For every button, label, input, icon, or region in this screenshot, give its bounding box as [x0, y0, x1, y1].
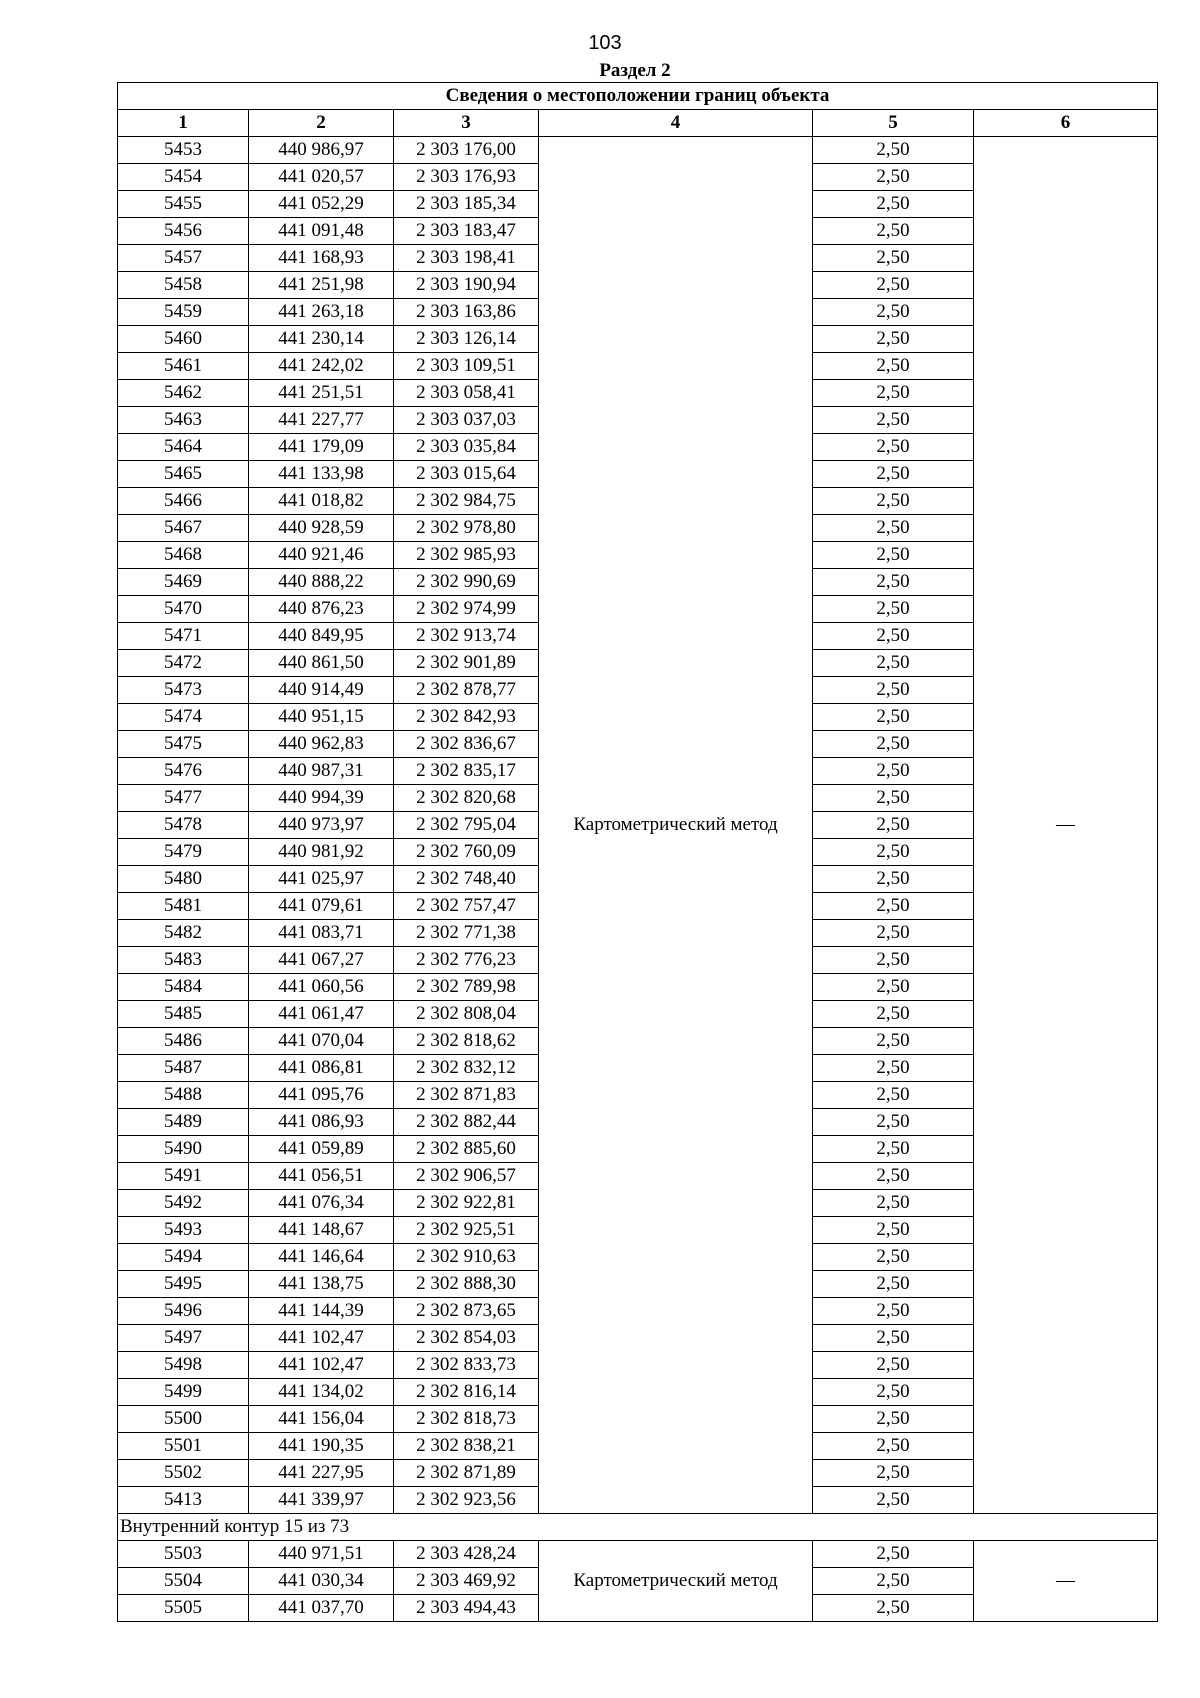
y-coordinate-cell: 2 302 913,74 [394, 623, 539, 650]
accuracy-cell: 2,50 [813, 1271, 974, 1298]
point-number-cell: 5467 [118, 515, 249, 542]
x-coordinate-cell: 441 133,98 [249, 461, 394, 488]
section-title: Раздел 2 [599, 60, 671, 81]
y-coordinate-cell: 2 302 882,44 [394, 1109, 539, 1136]
y-coordinate-cell: 2 302 757,47 [394, 893, 539, 920]
x-coordinate-cell: 441 156,04 [249, 1406, 394, 1433]
x-coordinate-cell: 441 079,61 [249, 893, 394, 920]
point-number-cell: 5471 [118, 623, 249, 650]
y-coordinate-cell: 2 303 198,41 [394, 245, 539, 272]
y-coordinate-cell: 2 302 854,03 [394, 1325, 539, 1352]
column-header-row [118, 110, 1158, 137]
page-number: 103 [588, 32, 622, 54]
accuracy-cell: 2,50 [813, 569, 974, 596]
y-coordinate-cell: 2 303 109,51 [394, 353, 539, 380]
point-number-cell: 5482 [118, 920, 249, 947]
x-coordinate-cell: 440 928,59 [249, 515, 394, 542]
x-coordinate-cell: 440 971,51 [249, 1541, 394, 1568]
accuracy-cell: 2,50 [813, 758, 974, 785]
y-coordinate-cell: 2 303 163,86 [394, 299, 539, 326]
accuracy-cell: 2,50 [813, 1406, 974, 1433]
point-number-cell: 5502 [118, 1460, 249, 1487]
point-number-cell: 5453 [118, 137, 249, 164]
accuracy-cell: 2,50 [813, 1460, 974, 1487]
accuracy-cell: 2,50 [813, 731, 974, 758]
x-coordinate-cell: 441 030,34 [249, 1568, 394, 1595]
point-number-cell: 5413 [118, 1487, 249, 1514]
accuracy-cell: 2,50 [813, 488, 974, 515]
block2-rows [118, 1541, 1158, 1622]
point-number-cell: 5483 [118, 947, 249, 974]
accuracy-cell: 2,50 [813, 704, 974, 731]
accuracy-cell: 2,50 [813, 461, 974, 488]
point-number-cell: 5461 [118, 353, 249, 380]
x-coordinate-cell: 440 962,83 [249, 731, 394, 758]
accuracy-cell: 2,50 [813, 650, 974, 677]
x-coordinate-cell: 440 987,31 [249, 758, 394, 785]
y-coordinate-cell: 2 302 922,81 [394, 1190, 539, 1217]
point-number-cell: 5474 [118, 704, 249, 731]
y-coordinate-cell: 2 302 818,62 [394, 1028, 539, 1055]
x-coordinate-cell: 441 168,93 [249, 245, 394, 272]
x-coordinate-cell: 441 061,47 [249, 1001, 394, 1028]
x-coordinate-cell: 441 067,27 [249, 947, 394, 974]
accuracy-cell: 2,50 [813, 1190, 974, 1217]
contour-row [118, 1514, 1158, 1541]
y-coordinate-cell: 2 302 871,83 [394, 1082, 539, 1109]
y-coordinate-cell: 2 302 833,73 [394, 1352, 539, 1379]
y-coordinate-cell: 2 302 771,38 [394, 920, 539, 947]
x-coordinate-cell: 440 876,23 [249, 596, 394, 623]
x-coordinate-cell: 441 102,47 [249, 1352, 394, 1379]
y-coordinate-cell: 2 302 835,17 [394, 758, 539, 785]
y-coordinate-cell: 2 302 871,89 [394, 1460, 539, 1487]
y-coordinate-cell: 2 302 885,60 [394, 1136, 539, 1163]
y-coordinate-cell: 2 303 058,41 [394, 380, 539, 407]
accuracy-cell: 2,50 [813, 1568, 974, 1595]
x-coordinate-cell: 441 070,04 [249, 1028, 394, 1055]
point-number-cell: 5495 [118, 1271, 249, 1298]
x-coordinate-cell: 441 095,76 [249, 1082, 394, 1109]
x-coordinate-cell: 440 914,49 [249, 677, 394, 704]
y-coordinate-cell: 2 302 776,23 [394, 947, 539, 974]
y-coordinate-cell: 2 302 760,09 [394, 839, 539, 866]
y-coordinate-cell: 2 302 808,04 [394, 1001, 539, 1028]
accuracy-cell: 2,50 [813, 1163, 974, 1190]
y-coordinate-cell: 2 302 838,21 [394, 1433, 539, 1460]
accuracy-cell: 2,50 [813, 1244, 974, 1271]
point-number-cell: 5465 [118, 461, 249, 488]
y-coordinate-cell: 2 303 126,14 [394, 326, 539, 353]
point-number-cell: 5493 [118, 1217, 249, 1244]
point-number-cell: 5485 [118, 1001, 249, 1028]
column6-cell: — [974, 1541, 1158, 1622]
accuracy-cell: 2,50 [813, 515, 974, 542]
point-number-cell: 5492 [118, 1190, 249, 1217]
accuracy-cell: 2,50 [813, 1433, 974, 1460]
point-number-cell: 5463 [118, 407, 249, 434]
accuracy-cell: 2,50 [813, 893, 974, 920]
accuracy-cell: 2,50 [813, 542, 974, 569]
accuracy-cell: 2,50 [813, 677, 974, 704]
y-coordinate-cell: 2 302 985,93 [394, 542, 539, 569]
column-header-2: 2 [249, 110, 394, 137]
accuracy-cell: 2,50 [813, 191, 974, 218]
accuracy-cell: 2,50 [813, 380, 974, 407]
accuracy-cell: 2,50 [813, 920, 974, 947]
accuracy-cell: 2,50 [813, 245, 974, 272]
x-coordinate-cell: 441 059,89 [249, 1136, 394, 1163]
accuracy-cell: 2,50 [813, 434, 974, 461]
y-coordinate-cell: 2 302 842,93 [394, 704, 539, 731]
x-coordinate-cell: 441 056,51 [249, 1163, 394, 1190]
point-number-cell: 5466 [118, 488, 249, 515]
y-coordinate-cell: 2 303 037,03 [394, 407, 539, 434]
y-coordinate-cell: 2 303 494,43 [394, 1595, 539, 1622]
y-coordinate-cell: 2 302 923,56 [394, 1487, 539, 1514]
y-coordinate-cell: 2 303 185,34 [394, 191, 539, 218]
x-coordinate-cell: 441 227,95 [249, 1460, 394, 1487]
point-number-cell: 5503 [118, 1541, 249, 1568]
x-coordinate-cell: 440 981,92 [249, 839, 394, 866]
column-header-1: 1 [118, 110, 249, 137]
accuracy-cell: 2,50 [813, 1595, 974, 1622]
point-number-cell: 5505 [118, 1595, 249, 1622]
y-coordinate-cell: 2 303 183,47 [394, 218, 539, 245]
accuracy-cell: 2,50 [813, 137, 974, 164]
point-number-cell: 5489 [118, 1109, 249, 1136]
table-row [118, 137, 1158, 164]
accuracy-cell: 2,50 [813, 1379, 974, 1406]
boundary-coordinates-table [117, 82, 1158, 1622]
accuracy-cell: 2,50 [813, 947, 974, 974]
x-coordinate-cell: 441 052,29 [249, 191, 394, 218]
point-number-cell: 5486 [118, 1028, 249, 1055]
column6-cell: — [974, 137, 1158, 1514]
point-number-cell: 5499 [118, 1379, 249, 1406]
x-coordinate-cell: 441 102,47 [249, 1325, 394, 1352]
y-coordinate-cell: 2 302 795,04 [394, 812, 539, 839]
accuracy-cell: 2,50 [813, 1055, 974, 1082]
x-coordinate-cell: 441 138,75 [249, 1271, 394, 1298]
point-number-cell: 5458 [118, 272, 249, 299]
point-number-cell: 5455 [118, 191, 249, 218]
x-coordinate-cell: 441 251,51 [249, 380, 394, 407]
x-coordinate-cell: 441 060,56 [249, 974, 394, 1001]
accuracy-cell: 2,50 [813, 1109, 974, 1136]
column-header-4: 4 [539, 110, 813, 137]
accuracy-cell: 2,50 [813, 839, 974, 866]
point-number-cell: 5488 [118, 1082, 249, 1109]
point-number-cell: 5498 [118, 1352, 249, 1379]
point-number-cell: 5479 [118, 839, 249, 866]
accuracy-cell: 2,50 [813, 164, 974, 191]
y-coordinate-cell: 2 302 910,63 [394, 1244, 539, 1271]
point-number-cell: 5504 [118, 1568, 249, 1595]
y-coordinate-cell: 2 302 888,30 [394, 1271, 539, 1298]
y-coordinate-cell: 2 302 984,75 [394, 488, 539, 515]
accuracy-cell: 2,50 [813, 623, 974, 650]
point-number-cell: 5496 [118, 1298, 249, 1325]
table-title: Сведения о местоположении границ объекта [118, 83, 1158, 110]
y-coordinate-cell: 2 302 990,69 [394, 569, 539, 596]
accuracy-cell: 2,50 [813, 1001, 974, 1028]
accuracy-cell: 2,50 [813, 866, 974, 893]
accuracy-cell: 2,50 [813, 596, 974, 623]
accuracy-cell: 2,50 [813, 1028, 974, 1055]
x-coordinate-cell: 441 083,71 [249, 920, 394, 947]
x-coordinate-cell: 441 076,34 [249, 1190, 394, 1217]
x-coordinate-cell: 441 242,02 [249, 353, 394, 380]
y-coordinate-cell: 2 303 035,84 [394, 434, 539, 461]
accuracy-cell: 2,50 [813, 812, 974, 839]
point-number-cell: 5469 [118, 569, 249, 596]
x-coordinate-cell: 441 148,67 [249, 1217, 394, 1244]
accuracy-cell: 2,50 [813, 326, 974, 353]
x-coordinate-cell: 441 086,81 [249, 1055, 394, 1082]
x-coordinate-cell: 441 018,82 [249, 488, 394, 515]
point-number-cell: 5473 [118, 677, 249, 704]
contour-label: Внутренний контур 15 из 73 [118, 1514, 1158, 1541]
column-header-5: 5 [813, 110, 974, 137]
accuracy-cell: 2,50 [813, 1082, 974, 1109]
y-coordinate-cell: 2 303 428,24 [394, 1541, 539, 1568]
x-coordinate-cell: 441 339,97 [249, 1487, 394, 1514]
y-coordinate-cell: 2 302 789,98 [394, 974, 539, 1001]
x-coordinate-cell: 441 025,97 [249, 866, 394, 893]
y-coordinate-cell: 2 302 906,57 [394, 1163, 539, 1190]
point-number-cell: 5460 [118, 326, 249, 353]
y-coordinate-cell: 2 302 832,12 [394, 1055, 539, 1082]
accuracy-cell: 2,50 [813, 785, 974, 812]
x-coordinate-cell: 441 179,09 [249, 434, 394, 461]
point-number-cell: 5462 [118, 380, 249, 407]
point-number-cell: 5501 [118, 1433, 249, 1460]
x-coordinate-cell: 440 973,97 [249, 812, 394, 839]
point-number-cell: 5456 [118, 218, 249, 245]
point-number-cell: 5470 [118, 596, 249, 623]
x-coordinate-cell: 440 986,97 [249, 137, 394, 164]
y-coordinate-cell: 2 302 925,51 [394, 1217, 539, 1244]
accuracy-cell: 2,50 [813, 1136, 974, 1163]
accuracy-cell: 2,50 [813, 1352, 974, 1379]
accuracy-cell: 2,50 [813, 299, 974, 326]
x-coordinate-cell: 441 020,57 [249, 164, 394, 191]
block1-rows [118, 137, 1158, 1514]
accuracy-cell: 2,50 [813, 407, 974, 434]
x-coordinate-cell: 441 091,48 [249, 218, 394, 245]
column-header-3: 3 [394, 110, 539, 137]
accuracy-cell: 2,50 [813, 218, 974, 245]
point-number-cell: 5494 [118, 1244, 249, 1271]
y-coordinate-cell: 2 302 818,73 [394, 1406, 539, 1433]
x-coordinate-cell: 441 086,93 [249, 1109, 394, 1136]
point-number-cell: 5477 [118, 785, 249, 812]
x-coordinate-cell: 441 134,02 [249, 1379, 394, 1406]
point-number-cell: 5475 [118, 731, 249, 758]
point-number-cell: 5500 [118, 1406, 249, 1433]
accuracy-cell: 2,50 [813, 974, 974, 1001]
x-coordinate-cell: 440 849,95 [249, 623, 394, 650]
x-coordinate-cell: 440 861,50 [249, 650, 394, 677]
y-coordinate-cell: 2 303 176,00 [394, 137, 539, 164]
y-coordinate-cell: 2 303 015,64 [394, 461, 539, 488]
y-coordinate-cell: 2 302 978,80 [394, 515, 539, 542]
y-coordinate-cell: 2 302 748,40 [394, 866, 539, 893]
y-coordinate-cell: 2 302 836,67 [394, 731, 539, 758]
y-coordinate-cell: 2 303 190,94 [394, 272, 539, 299]
x-coordinate-cell: 440 921,46 [249, 542, 394, 569]
accuracy-cell: 2,50 [813, 1298, 974, 1325]
y-coordinate-cell: 2 302 878,77 [394, 677, 539, 704]
point-number-cell: 5484 [118, 974, 249, 1001]
accuracy-cell: 2,50 [813, 353, 974, 380]
point-number-cell: 5491 [118, 1163, 249, 1190]
y-coordinate-cell: 2 302 873,65 [394, 1298, 539, 1325]
point-number-cell: 5464 [118, 434, 249, 461]
point-number-cell: 5481 [118, 893, 249, 920]
y-coordinate-cell: 2 302 816,14 [394, 1379, 539, 1406]
y-coordinate-cell: 2 303 176,93 [394, 164, 539, 191]
point-number-cell: 5472 [118, 650, 249, 677]
y-coordinate-cell: 2 302 974,99 [394, 596, 539, 623]
x-coordinate-cell: 441 230,14 [249, 326, 394, 353]
x-coordinate-cell: 441 146,64 [249, 1244, 394, 1271]
point-number-cell: 5497 [118, 1325, 249, 1352]
method-cell: Картометрический метод [539, 137, 813, 1514]
point-number-cell: 5478 [118, 812, 249, 839]
accuracy-cell: 2,50 [813, 1217, 974, 1244]
x-coordinate-cell: 441 144,39 [249, 1298, 394, 1325]
x-coordinate-cell: 440 951,15 [249, 704, 394, 731]
accuracy-cell: 2,50 [813, 272, 974, 299]
point-number-cell: 5457 [118, 245, 249, 272]
y-coordinate-cell: 2 302 820,68 [394, 785, 539, 812]
point-number-cell: 5476 [118, 758, 249, 785]
point-number-cell: 5454 [118, 164, 249, 191]
x-coordinate-cell: 441 251,98 [249, 272, 394, 299]
x-coordinate-cell: 441 227,77 [249, 407, 394, 434]
y-coordinate-cell: 2 303 469,92 [394, 1568, 539, 1595]
method-cell: Картометрический метод [539, 1541, 813, 1622]
y-coordinate-cell: 2 302 901,89 [394, 650, 539, 677]
point-number-cell: 5468 [118, 542, 249, 569]
point-number-cell: 5459 [118, 299, 249, 326]
x-coordinate-cell: 440 888,22 [249, 569, 394, 596]
x-coordinate-cell: 441 037,70 [249, 1595, 394, 1622]
point-number-cell: 5487 [118, 1055, 249, 1082]
x-coordinate-cell: 441 190,35 [249, 1433, 394, 1460]
point-number-cell: 5490 [118, 1136, 249, 1163]
point-number-cell: 5480 [118, 866, 249, 893]
column-header-6: 6 [974, 110, 1158, 137]
accuracy-cell: 2,50 [813, 1487, 974, 1514]
accuracy-cell: 2,50 [813, 1325, 974, 1352]
accuracy-cell: 2,50 [813, 1541, 974, 1568]
x-coordinate-cell: 440 994,39 [249, 785, 394, 812]
table-row [118, 1541, 1158, 1568]
x-coordinate-cell: 441 263,18 [249, 299, 394, 326]
